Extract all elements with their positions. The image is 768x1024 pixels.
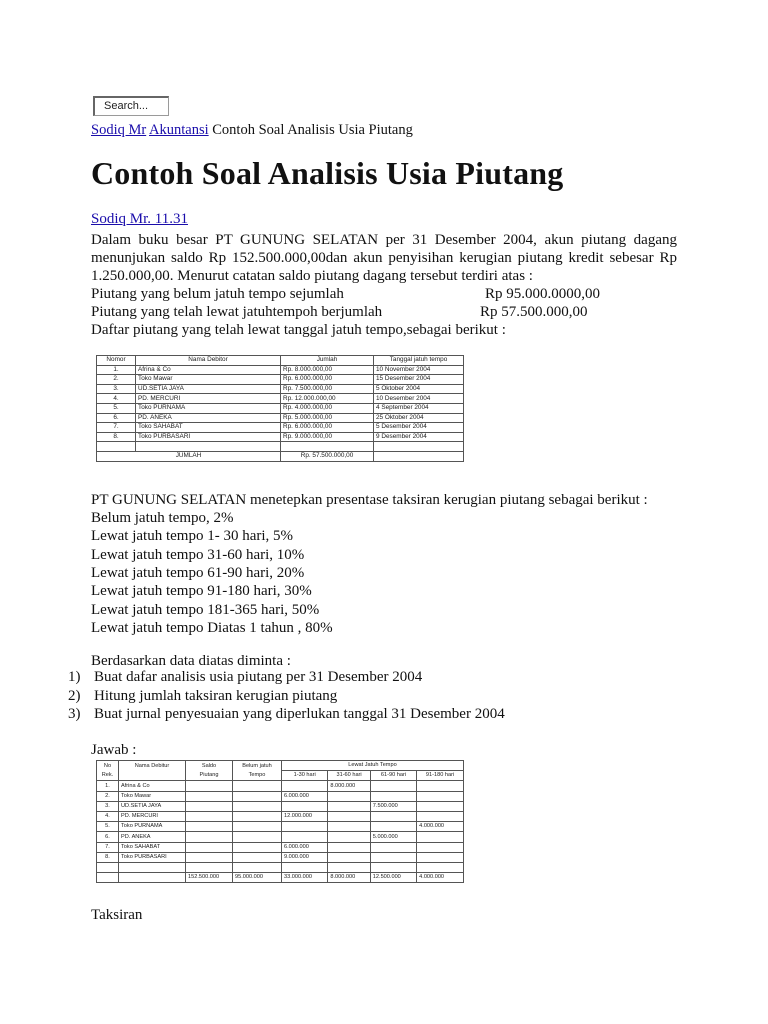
col-no: No: [97, 761, 119, 771]
table-cell: 33.000.000: [282, 873, 328, 883]
col-tanggal: Tanggal jatuh tempo: [374, 356, 464, 366]
col-nama: Nama Debitur: [119, 761, 186, 771]
table-cell: [370, 781, 416, 791]
table-cell: [328, 791, 370, 801]
table-cell: 15 Desember 2004: [374, 375, 464, 385]
balance-not-due-label: Piutang yang belum jatuh tempo sejumlah: [91, 286, 344, 302]
table-row: [97, 403, 464, 413]
rate-item: Lewat jatuh tempo 31-60 hari, 10%: [91, 546, 305, 563]
table-cell: 10 November 2004: [374, 365, 464, 375]
table-row: [97, 832, 464, 842]
col-nomor: Nomor: [97, 356, 136, 366]
col-nama-cont: [119, 771, 186, 781]
table-cell: [417, 801, 464, 811]
byline-link[interactable]: Sodiq Mr. 11.31: [91, 211, 188, 227]
table-cell: PD. ANEKA: [119, 832, 186, 842]
balance-overdue-value: Rp 57.500.000,00: [480, 304, 588, 320]
table-cell: [370, 862, 416, 872]
table-cell: Afrina & Co: [136, 365, 281, 375]
table-cell: [97, 873, 119, 883]
rates-intro: PT GUNUNG SELATAN menetepkan presentase taksiran kerugian piutang sebagai berikut :: [91, 492, 648, 508]
table-header-row: [97, 761, 464, 771]
table-cell: 5 Desember 2004: [374, 423, 464, 433]
col-31-60: 31-60 hari: [328, 771, 370, 781]
table-cell: [281, 442, 374, 452]
table-cell: PD. MERCURI: [136, 394, 281, 404]
table-cell: 9 Desember 2004: [374, 432, 464, 442]
balance-overdue: [91, 303, 611, 321]
table-row: [97, 791, 464, 801]
table-cell: UD.SETIA JAYA: [136, 384, 281, 394]
table-cell: [328, 801, 370, 811]
col-1-30: 1-30 hari: [282, 771, 328, 781]
table-cell: 152.500.000: [186, 873, 233, 883]
table-cell: [370, 822, 416, 832]
table-cell: 7.500.000: [370, 801, 416, 811]
table-body: [97, 365, 464, 461]
table-row: [97, 423, 464, 433]
breadcrumb: [91, 122, 413, 139]
col-saldo: Saldo: [186, 761, 233, 771]
col-61-90: 61-90 hari: [370, 771, 416, 781]
table-cell: [370, 852, 416, 862]
table-row: [97, 822, 464, 832]
table-cell: [233, 811, 282, 821]
table-cell: [417, 791, 464, 801]
table-row: [97, 801, 464, 811]
rate-item: Lewat jatuh tempo Diatas 1 tahun , 80%: [91, 619, 333, 636]
table-cell: [417, 862, 464, 872]
balance-overdue-label: Piutang yang telah lewat jatuhtempoh berjumlah: [91, 304, 383, 320]
table-cell: [328, 811, 370, 821]
table-cell: [119, 873, 186, 883]
table-cell: PD. ANEKA: [136, 413, 281, 423]
task-number: 2): [68, 687, 81, 704]
table-cell: [370, 842, 416, 852]
table-cell: Rp. 4.000.000,00: [281, 403, 374, 413]
table-cell: [374, 451, 464, 461]
table-cell: Rp. 9.000.000,00: [281, 432, 374, 442]
table-row: [97, 394, 464, 404]
table-cell: [97, 862, 119, 872]
table-cell: 5.000.000: [370, 832, 416, 842]
table-cell: [417, 811, 464, 821]
table-cell: Toko PURNAMA: [119, 822, 186, 832]
table-cell: Rp. 8.000.000,00: [281, 365, 374, 375]
table-row: [97, 852, 464, 862]
table-cell: 2.: [97, 375, 136, 385]
table-cell: 95.000.000: [233, 873, 282, 883]
table-cell: [328, 862, 370, 872]
table-cell: 3.: [97, 801, 119, 811]
table-cell: 9.000.000: [282, 852, 328, 862]
table-row: [97, 384, 464, 394]
table-cell: Rp. 12.000.000,00: [281, 394, 374, 404]
table-row: [97, 811, 464, 821]
rate-item: Lewat jatuh tempo 91-180 hari, 30%: [91, 583, 312, 600]
table-cell: [417, 832, 464, 842]
table-cell: [233, 832, 282, 842]
table-cell: 1.: [97, 365, 136, 375]
balance-not-due: [91, 285, 611, 303]
table-cell: 4.000.000: [417, 873, 464, 883]
table-cell: 12.000.000: [282, 811, 328, 821]
table-cell: Toko PURBASARI: [136, 432, 281, 442]
balance-not-due-value: Rp 95.000.0000,00: [485, 286, 601, 302]
table-cell: [186, 842, 233, 852]
table-cell: [186, 852, 233, 862]
table-cell: [328, 832, 370, 842]
task-text: Buat dafar analisis usia piutang per 31 Desember 2004: [94, 669, 423, 685]
table-row: [97, 413, 464, 423]
table-cell: [186, 822, 233, 832]
table-cell: 2.: [97, 791, 119, 801]
table-total-row: [97, 873, 464, 883]
col-belum: Belum jatuh: [233, 761, 282, 771]
rate-item: Lewat jatuh tempo 181-365 hari, 50%: [91, 601, 320, 618]
table-row: [97, 842, 464, 852]
table-cell: 4 September 2004: [374, 403, 464, 413]
table-cell: [186, 832, 233, 842]
table-cell: 5 Oktober 2004: [374, 384, 464, 394]
table-cell: [233, 842, 282, 852]
table-total-row: [97, 451, 464, 461]
col-jumlah: Jumlah: [281, 356, 374, 366]
closing-text: Taksiran: [91, 907, 143, 923]
table-cell: 5.: [97, 403, 136, 413]
table-cell: 4.000.000: [417, 822, 464, 832]
table-cell: [233, 852, 282, 862]
table-cell: 3.: [97, 384, 136, 394]
table-cell: [282, 822, 328, 832]
table-cell: 6.: [97, 832, 119, 842]
table-cell: [417, 781, 464, 791]
list-intro: Daftar piutang yang telah lewat tanggal jatuh tempo,sebagai berikut :: [91, 322, 506, 338]
table-cell: [328, 852, 370, 862]
rate-item: Lewat jatuh tempo 1- 30 hari, 5%: [91, 528, 294, 545]
table-cell: [370, 811, 416, 821]
answer-label: Jawab :: [91, 742, 137, 758]
table-cell: 7.: [97, 842, 119, 852]
table-cell: Toko Mawar: [136, 375, 281, 385]
table-cell: [119, 862, 186, 872]
table-cell: 8.: [97, 432, 136, 442]
table-cell: [233, 791, 282, 801]
table-row-empty: [97, 442, 464, 452]
table-cell: 5.: [97, 822, 119, 832]
task-number: 3): [68, 706, 81, 722]
tasks-intro: Berdasarkan data diatas diminta :: [91, 653, 291, 669]
table-cell: [186, 862, 233, 872]
table-row: [97, 375, 464, 385]
table-cell: Rp. 6.000.000,00: [281, 423, 374, 433]
col-91-180: 91-180 hari: [417, 771, 464, 781]
table-cell: [136, 442, 281, 452]
table-cell: [417, 842, 464, 852]
intro-paragraph: Dalam buku besar PT GUNUNG SELATAN per 31 Desember 2004, akun piutang dagang menunjukan saldo Rp 152.500.000,00dan akun penyisihan kerugian piutang kredit sebesar Rp 1.250.000,00. Menurut catatan saldo piutang dagang tersebut terdiri atas :: [91, 232, 677, 284]
table-row: [97, 365, 464, 375]
table-cell: [97, 442, 136, 452]
rate-item: Belum jatuh tempo, 2%: [91, 510, 234, 526]
table-subheader-row: [97, 771, 464, 781]
col-lewat: Lewat Jatuh Tempo: [282, 761, 464, 771]
table-row: [97, 432, 464, 442]
total-label: JUMLAH: [97, 451, 281, 461]
page-title: Contoh Soal Analisis Usia Piutang: [91, 155, 564, 191]
table-row-empty: [97, 862, 464, 872]
table-cell: [233, 862, 282, 872]
table-cell: [328, 822, 370, 832]
table-cell: Toko SAHABAT: [119, 842, 186, 852]
table-cell: PD. MERCURI: [119, 811, 186, 821]
breadcrumb-category-link[interactable]: Akuntansi: [149, 122, 209, 138]
table-cell: [282, 862, 328, 872]
table-cell: 8.000.000: [328, 781, 370, 791]
table-cell: 4.: [97, 811, 119, 821]
table-cell: 1.: [97, 781, 119, 791]
task-text: Buat jurnal penyesuaian yang diperlukan tanggal 31 Desember 2004: [94, 706, 505, 722]
table-row: [97, 781, 464, 791]
breadcrumb-author-link[interactable]: Sodiq Mr: [91, 122, 147, 138]
col-rek: Rek.: [97, 771, 119, 781]
rate-item: Lewat jatuh tempo 61-90 hari, 20%: [91, 564, 305, 581]
col-nama-debitor: Nama Debitor: [136, 356, 281, 366]
table-cell: [282, 781, 328, 791]
table-cell: [233, 781, 282, 791]
table-cell: [186, 811, 233, 821]
table-cell: 8.000.000: [328, 873, 370, 883]
table-cell: [186, 781, 233, 791]
table-cell: 25 Oktober 2004: [374, 413, 464, 423]
table-cell: UD.SETIA JAYA: [119, 801, 186, 811]
table-cell: 8.: [97, 852, 119, 862]
table-header-row: [97, 356, 464, 366]
table-cell: [233, 822, 282, 832]
table-cell: [328, 842, 370, 852]
table-cell: Toko SAHABAT: [136, 423, 281, 433]
total-value: Rp. 57.500.000,00: [281, 451, 374, 461]
table-cell: 7.: [97, 423, 136, 433]
table-cell: Toko Mawar: [119, 791, 186, 801]
table-cell: 10 Desember 2004: [374, 394, 464, 404]
col-saldo-2: Piutang: [186, 771, 233, 781]
table-cell: 6.000.000: [282, 791, 328, 801]
table-cell: [186, 801, 233, 811]
table-cell: Toko PURBASARI: [119, 852, 186, 862]
table-cell: 6.: [97, 413, 136, 423]
table-cell: [186, 791, 233, 801]
table-cell: [282, 832, 328, 842]
table-cell: [370, 791, 416, 801]
table-cell: Rp. 7.500.000,00: [281, 384, 374, 394]
table-cell: 4.: [97, 394, 136, 404]
breadcrumb-current: Contoh Soal Analisis Usia Piutang: [212, 122, 413, 138]
task-number: 1): [68, 669, 81, 685]
search-input[interactable]: Search...: [93, 96, 169, 116]
table-body: [97, 781, 464, 883]
byline: [91, 211, 188, 228]
task-text: Hitung jumlah taksiran kerugian piutang: [94, 687, 338, 704]
table-cell: 6.000.000: [282, 842, 328, 852]
table-cell: 12.500.000: [370, 873, 416, 883]
table-cell: [233, 801, 282, 811]
table-cell: Rp. 5.000.000,00: [281, 413, 374, 423]
col-belum-2: Tempo: [233, 771, 282, 781]
overdue-receivables-table: [96, 355, 464, 462]
table-cell: Toko PURNAMA: [136, 403, 281, 413]
table-cell: [374, 442, 464, 452]
table-cell: [282, 801, 328, 811]
table-cell: Rp. 6.000.000,00: [281, 375, 374, 385]
table-cell: [417, 852, 464, 862]
aging-analysis-table: [96, 760, 464, 883]
table-cell: Afrina & Co: [119, 781, 186, 791]
